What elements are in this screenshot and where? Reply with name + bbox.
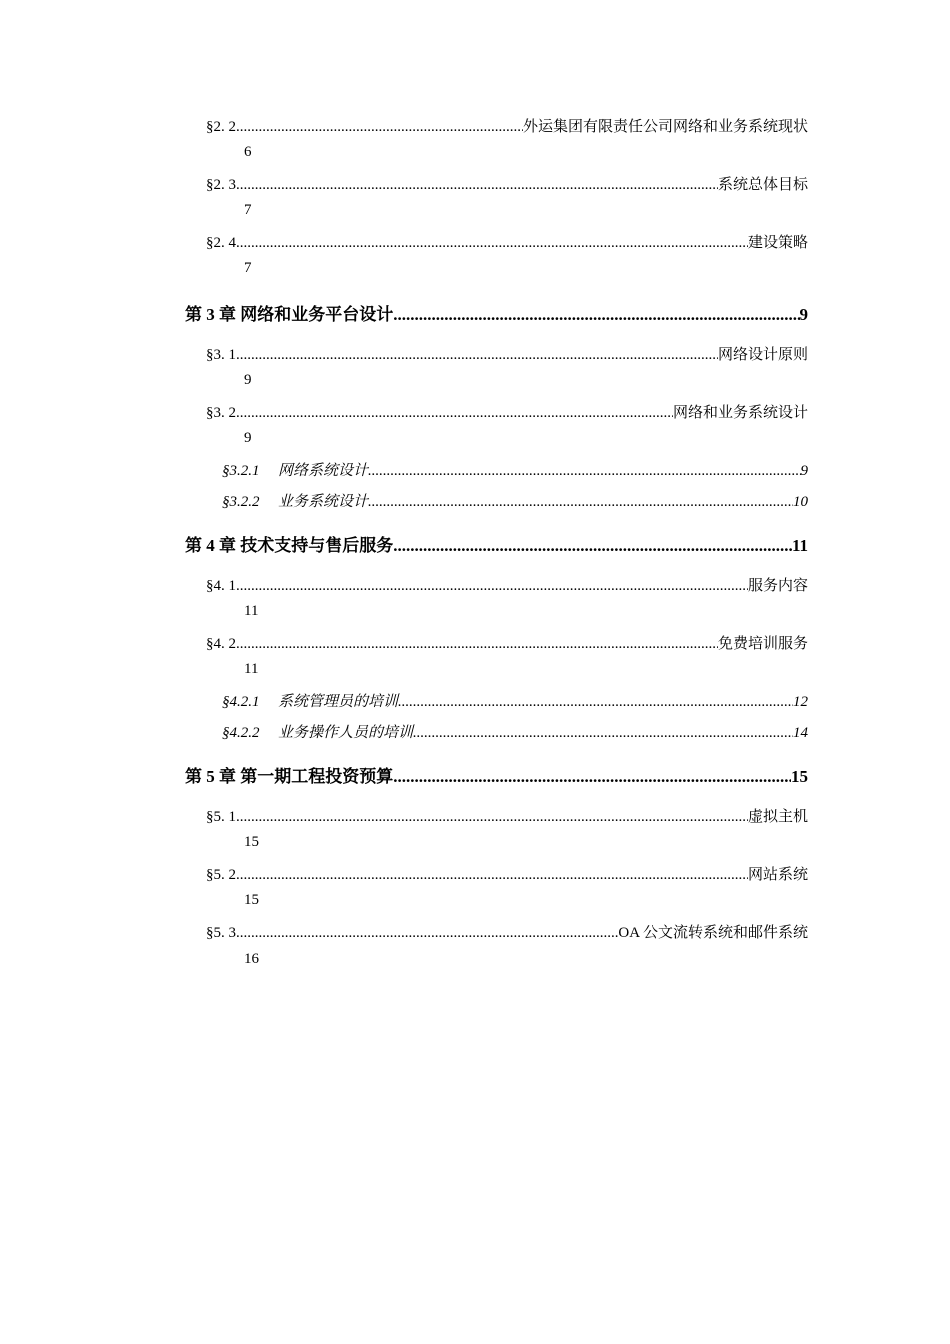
- toc-page-number: 16: [244, 951, 259, 967]
- section-number: §3.2.1: [222, 463, 260, 479]
- toc-page-number: 15: [244, 892, 259, 908]
- toc-page-number: 10: [793, 494, 808, 510]
- section-title: 服务内容: [747, 578, 808, 594]
- section-title: OA 公文流转系统和邮件系统: [618, 925, 808, 941]
- section-number: §4. 1: [206, 578, 236, 594]
- leader-dots: [236, 405, 673, 422]
- section-number: §4.2.2: [222, 725, 260, 741]
- toc-page-number: 11: [244, 661, 259, 677]
- section-number: §5. 3: [206, 925, 236, 941]
- section-number: §2. 2: [206, 119, 236, 135]
- chapter-title: 第 5 章 第一期工程投资预算: [185, 767, 394, 786]
- leader-dots: [393, 767, 791, 787]
- toc-entry-3-2[interactable]: [206, 401, 808, 422]
- section-title: 系统管理员的培训: [278, 694, 399, 710]
- section-number: §3. 2: [206, 405, 236, 421]
- leader-dots: [393, 536, 792, 556]
- toc-page-number: 9: [800, 463, 808, 479]
- section-title: 网络设计原则: [717, 347, 808, 363]
- leader-dots: [368, 463, 800, 480]
- section-title: 外运集团有限责任公司网络和业务系统现状: [522, 119, 808, 135]
- toc-entry-4-2-2[interactable]: [222, 721, 808, 742]
- section-number: §5. 1: [206, 809, 236, 825]
- toc-entry-2-2[interactable]: [206, 115, 808, 136]
- section-number: §4.2.1: [222, 694, 260, 710]
- toc-entry-5-1[interactable]: [206, 805, 808, 826]
- section-number: §3.2.2: [222, 494, 260, 510]
- toc-page-number: 11: [791, 536, 808, 555]
- toc-page-number: 9: [244, 430, 252, 446]
- toc-chapter-4[interactable]: [185, 531, 808, 556]
- toc-page-number: 9: [244, 372, 252, 388]
- section-title: 系统总体目标: [717, 177, 808, 193]
- section-title: 建设策略: [747, 235, 808, 251]
- section-number: §2. 4: [206, 235, 236, 251]
- section-title: 网络和业务系统设计: [672, 405, 808, 421]
- toc-chapter-5[interactable]: [185, 762, 808, 787]
- toc-entry-4-2-1[interactable]: [222, 690, 808, 711]
- toc-page-number: 14: [793, 725, 808, 741]
- chapter-title: 第 4 章 技术支持与售后服务: [185, 536, 394, 555]
- chapter-title: 第 3 章 网络和业务平台设计: [185, 305, 394, 324]
- toc-entry-5-2[interactable]: [206, 863, 808, 884]
- section-number: §3. 1: [206, 347, 236, 363]
- section-title: 网站系统: [747, 867, 808, 883]
- section-title: 免费培训服务: [717, 636, 808, 652]
- toc-entry-4-2[interactable]: [206, 632, 808, 653]
- section-title: 虚拟主机: [747, 809, 808, 825]
- section-title: 业务操作人员的培训: [278, 725, 414, 741]
- leader-dots: [236, 177, 718, 194]
- toc-page-number: 15: [244, 834, 259, 850]
- toc-entry-2-3[interactable]: [206, 173, 808, 194]
- toc-page-number: 11: [244, 603, 259, 619]
- toc-entry-3-2-1[interactable]: [222, 459, 808, 480]
- section-number: §2. 3: [206, 177, 236, 193]
- leader-dots: [413, 725, 793, 742]
- toc-entry-5-3[interactable]: [206, 921, 808, 942]
- leader-dots: [236, 867, 748, 884]
- toc-entry-3-1[interactable]: [206, 343, 808, 364]
- section-title: 网络系统设计: [278, 463, 369, 479]
- section-title: 业务系统设计: [278, 494, 369, 510]
- section-number: §5. 2: [206, 867, 236, 883]
- section-number: §4. 2: [206, 636, 236, 652]
- leader-dots: [236, 347, 718, 364]
- leader-dots: [398, 694, 793, 711]
- toc-page-number: 7: [244, 202, 252, 218]
- toc-entry-4-1[interactable]: [206, 574, 808, 595]
- toc-page-number: 6: [244, 144, 252, 160]
- toc-entry-2-4[interactable]: [206, 231, 808, 252]
- leader-dots: [236, 119, 523, 136]
- leader-dots: [368, 494, 793, 511]
- toc-page-number: 7: [244, 260, 252, 276]
- toc-page-number: 12: [793, 694, 808, 710]
- toc-page-number: 15: [791, 767, 808, 786]
- leader-dots: [236, 235, 748, 252]
- leader-dots: [236, 925, 618, 942]
- leader-dots: [236, 809, 748, 826]
- leader-dots: [393, 305, 799, 325]
- leader-dots: [236, 636, 718, 653]
- leader-dots: [236, 578, 748, 595]
- toc-chapter-3[interactable]: [185, 300, 808, 325]
- toc-entry-3-2-2[interactable]: [222, 490, 808, 511]
- toc-page-number: 9: [799, 305, 808, 324]
